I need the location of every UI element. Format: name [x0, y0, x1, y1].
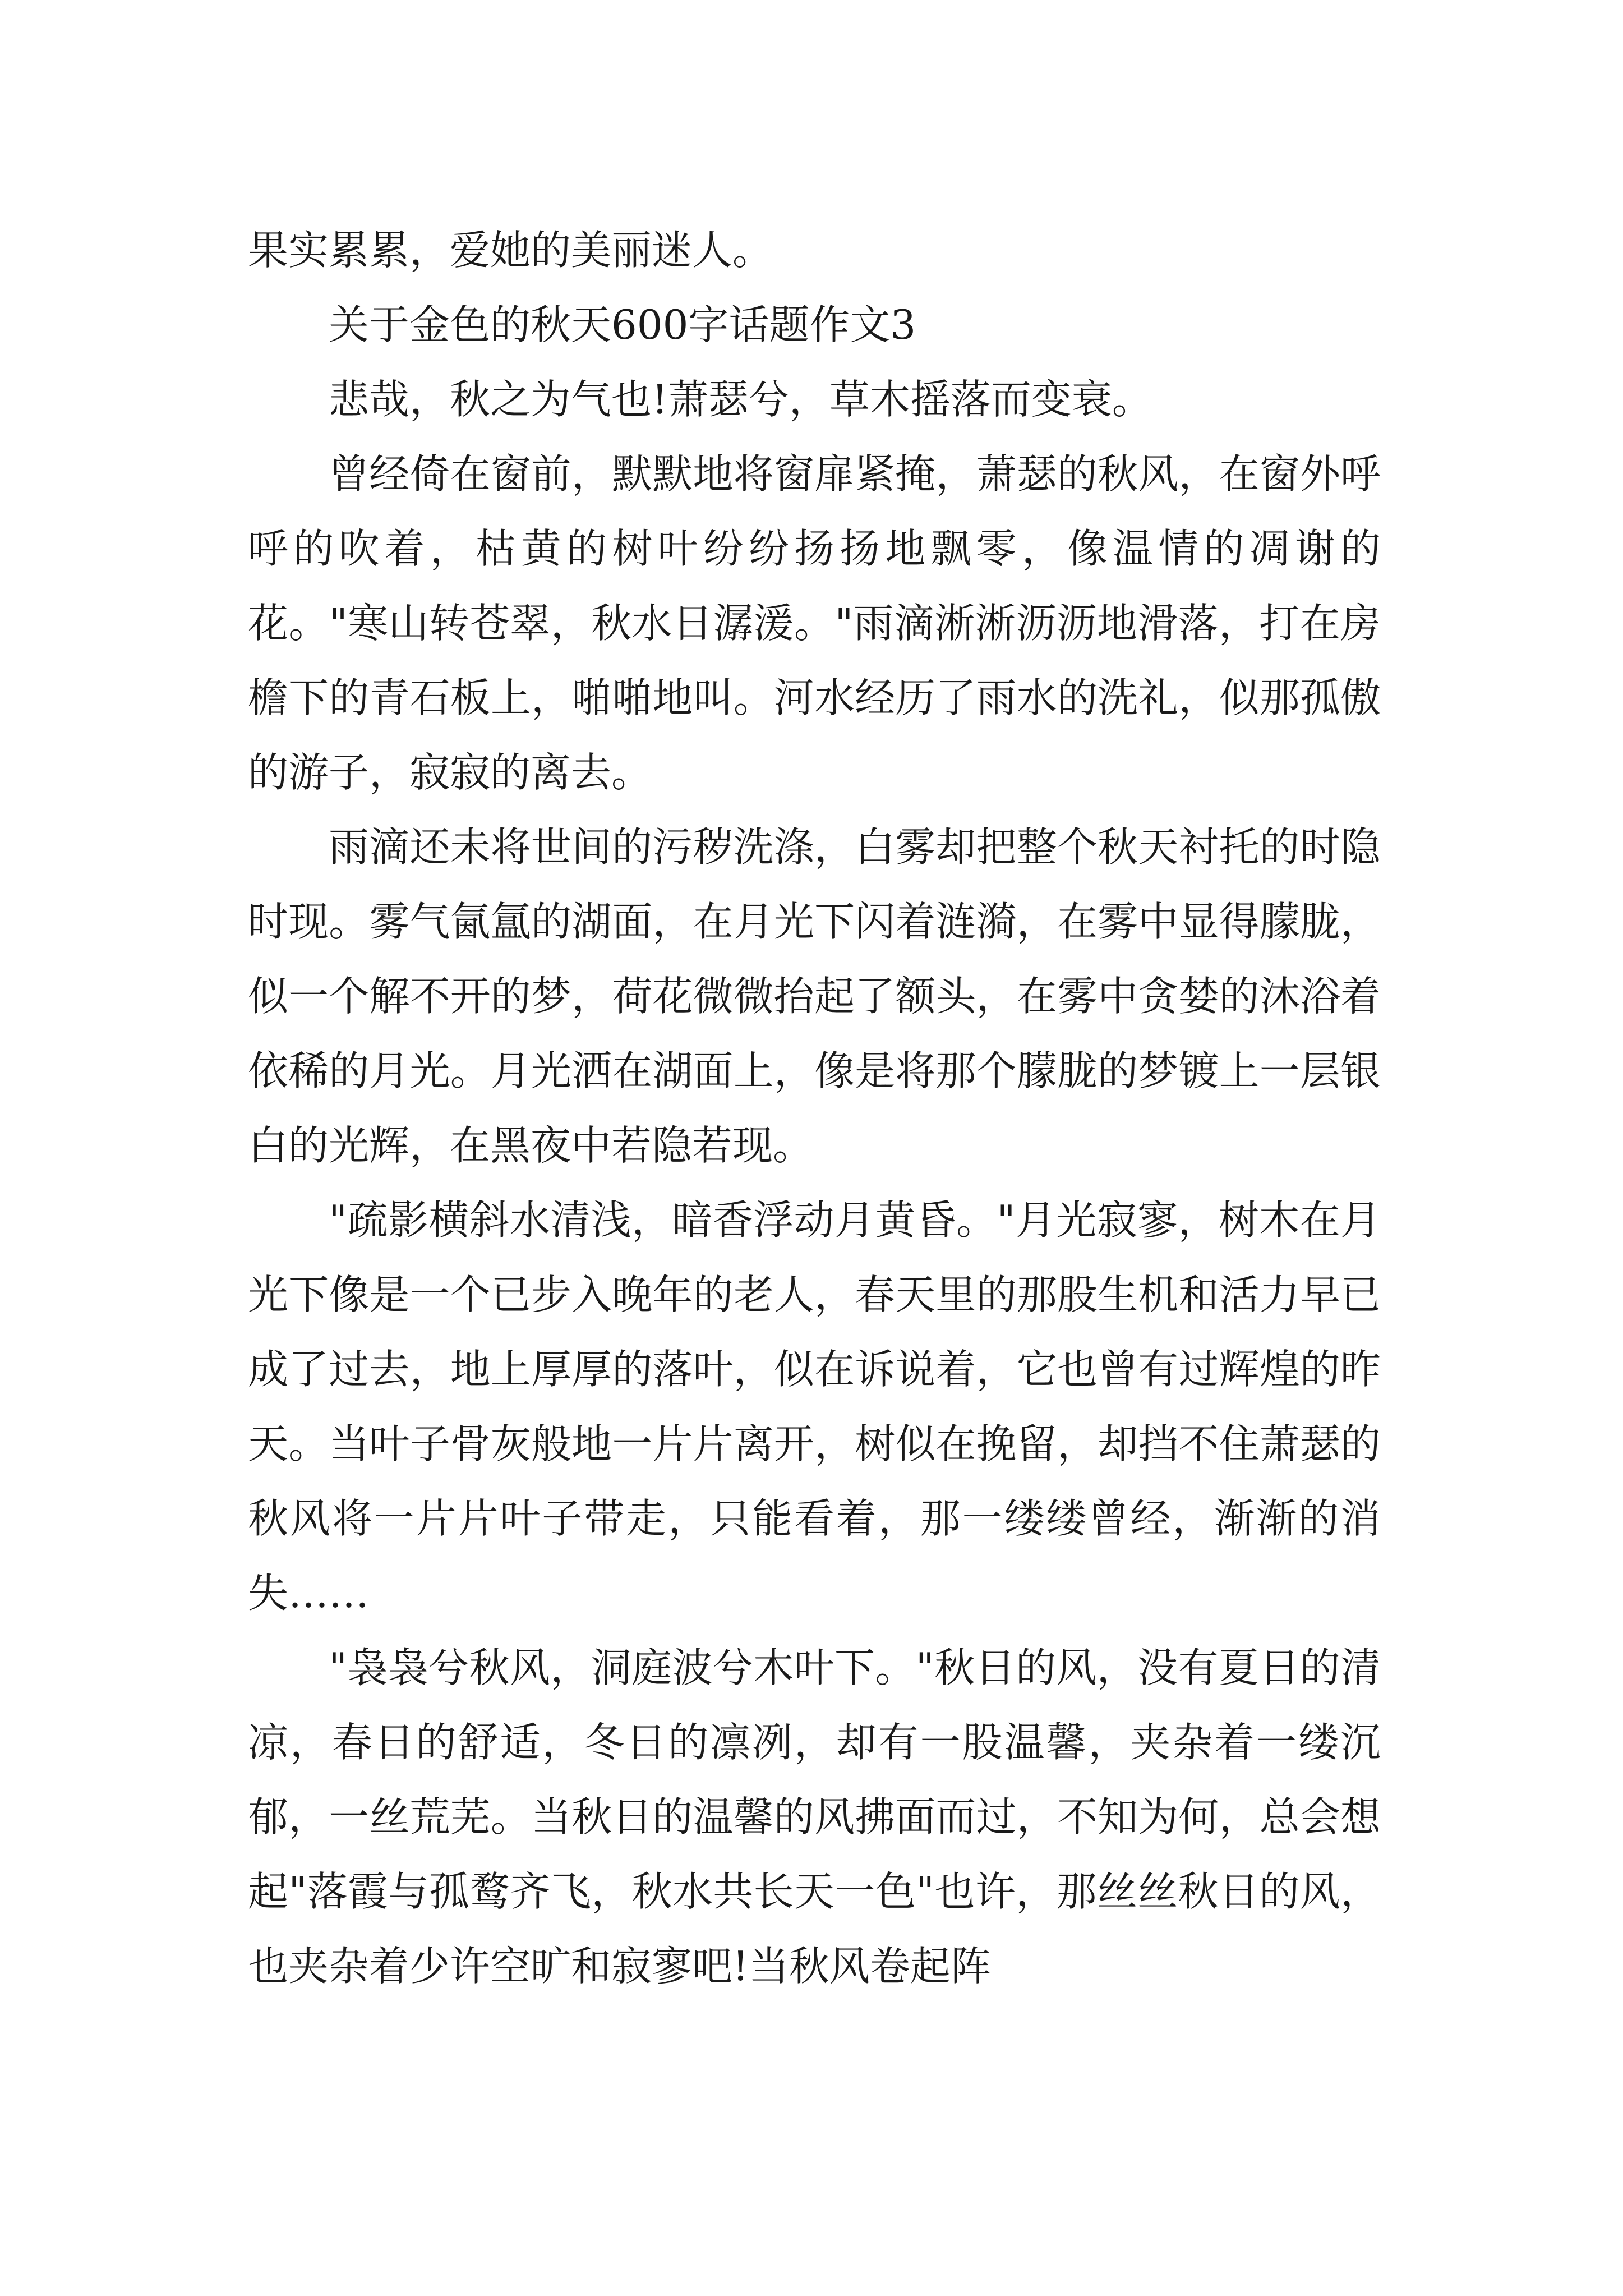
- paragraph-opening-quote: 悲哉，秋之为气也!萧瑟兮，草木摇落而变衰。: [329, 376, 1152, 423]
- essay-title: 关于金色的秋天600字话题作文3: [329, 301, 916, 348]
- paragraph-continuation: 果实累累，爱她的美丽迷人。: [248, 227, 773, 274]
- paragraph-window: 曾经倚在窗前，默默地将窗扉紧掩，萧瑟的秋风，在窗外呼呼的吹着，枯黄的树叶纷纷扬扬地飘零，像温情的凋谢的花。"寒山转苍翠，秋水日潺湲。"雨滴淅淅沥沥地滑落，打在房檐下的青石板上，啪啪地叫。河水经历了雨水的洗礼，似那孤傲的游子，寂寂的离去。: [248, 450, 1381, 796]
- document-body: [248, 213, 1381, 2004]
- paragraph-moonlight: "疏影横斜水清浅，暗香浮动月黄昏。"月光寂寥，树木在月光下像是一个已步入晚年的老人，春天里的那股生机和活力早已成了过去，地上厚厚的落叶，似在诉说着，它也曾有过辉煌的昨天。当叶子骨灰般地一片片离开，树似在挽留，却挡不住萧瑟的秋风将一片片叶子带走，只能看着，那一缕缕曾经，渐渐的消失……: [248, 1197, 1381, 1617]
- paragraph-mist: 雨滴还未将世间的污秽洗涤，白雾却把整个秋天衬托的时隐时现。雾气氤氲的湖面，在月光下闪着涟漪，在雾中显得朦胧，似一个解不开的梦，荷花微微抬起了额头，在雾中贪婪的沐浴着依稀的月光。月光洒在湖面上，像是将那个朦胧的梦镀上一层银白的光辉，在黑夜中若隐若现。: [248, 823, 1381, 1169]
- paragraph-autumn-wind: "袅袅兮秋风，洞庭波兮木叶下。"秋日的风，没有夏日的清凉，春日的舒适，冬日的凛冽，却有一股温馨，夹杂着一缕沉郁，一丝荒芜。当秋日的温馨的风拂面而过，不知为何，总会想起"落霞与孤鹜齐飞，秋水共长天一色"也许，那丝丝秋日的风，也夹杂着少许空旷和寂寥吧!当秋风卷起阵: [248, 1644, 1381, 1990]
